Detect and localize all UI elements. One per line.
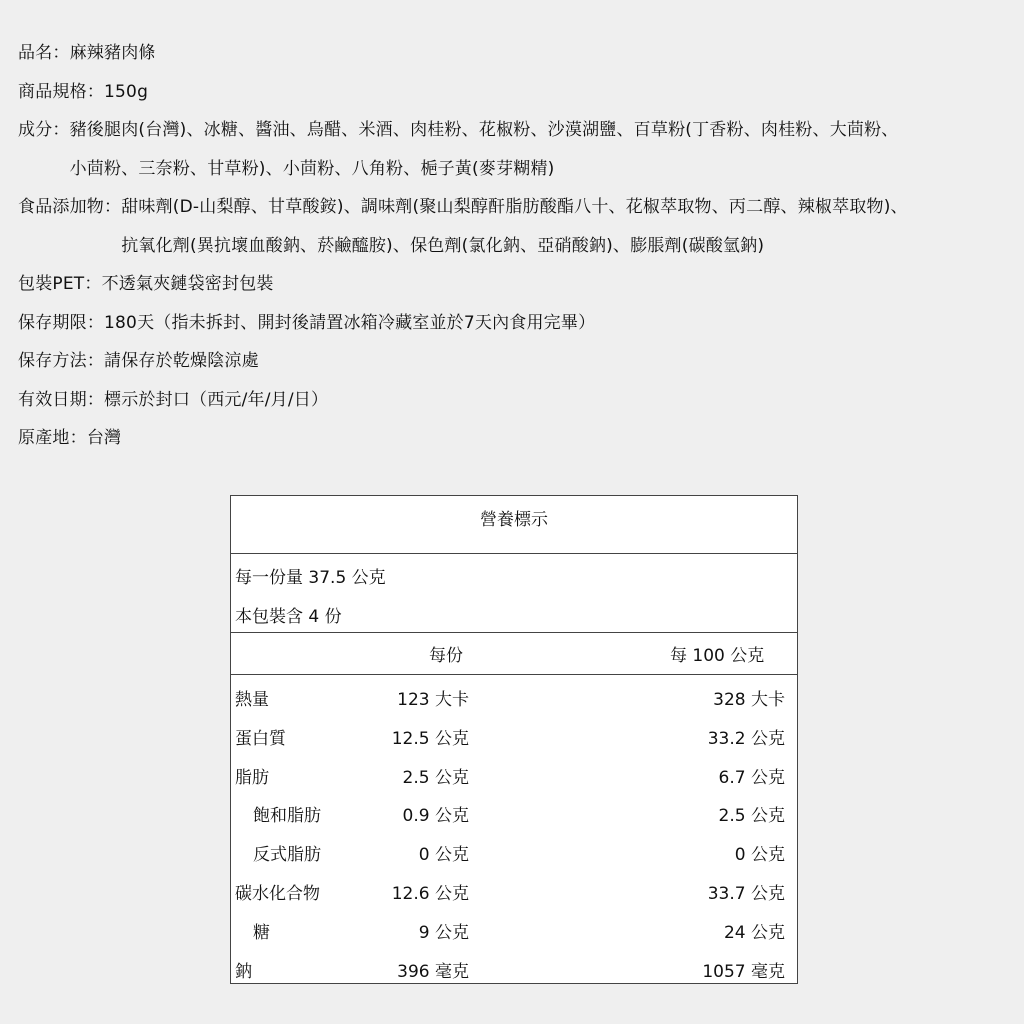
per-serving-value: 123 大卡 [397,690,469,710]
storage-row [18,342,1018,381]
nutrition-row-sodium [231,949,797,988]
nutrient-name: 脂肪 [235,767,269,788]
per-100g-value: 6.7 公克 [718,767,785,788]
per-serving-value: 0 公克 [418,845,469,866]
additives-line-2: 抗氧化劑(異抗壞血酸鈉、菸鹼醯胺)、保色劑(氯化鈉、亞硝酸鈉)、膨脹劑(碳酸氫鈉) [121,235,765,256]
nutrition-row-calories [231,677,797,716]
nutrition-row-carbohydrate [231,871,797,910]
per-serving-value: 396 毫克 [397,961,469,982]
shelf-life-row [18,304,1018,343]
nutrition-row-saturated-fat [231,793,797,832]
per-serving-value: 12.6 公克 [391,883,469,904]
product-name-label: 品名 [18,43,53,63]
per-100g-value: 328 大卡 [713,690,785,710]
nutrient-name: 蛋白質 [235,728,286,749]
nutrition-facts-panel [230,495,798,984]
per-serving-header: 每份 [429,646,463,666]
per-100g-header: 每 100 公克 [670,646,765,666]
serving-size: 每一份量 37.5 公克 [235,568,386,588]
nutrition-title: 營養標示 [231,496,797,554]
nutrient-name: 飽和脂肪 [253,806,321,827]
colon: ： [69,428,87,448]
colon: ： [52,43,70,63]
per-100g-value: 2.5 公克 [718,806,785,827]
colon: ： [86,312,105,333]
packaging-label: 包裝PET [18,274,85,294]
servings-per-pack: 本包裝含 4 份 [235,606,342,627]
additives-value [121,188,908,265]
product-name-row [18,34,1018,73]
colon: ： [52,120,70,140]
per-serving-value: 9 公克 [418,922,469,943]
per-100g-value: 1057 毫克 [702,961,785,982]
colon: ： [86,81,105,102]
origin-value: 台灣 [86,428,122,448]
serving-info [231,554,797,633]
storage-label: 保存方法 [18,351,87,371]
ingredients-line-1: 豬後腿肉(台灣)、冰糖、醬油、烏醋、米酒、肉桂粉、花椒粉、沙漠湖鹽、百草粉(丁香粉、肉桂粉、大茴粉、 [69,120,899,140]
nutrition-rows [231,675,797,987]
product-spec-label: 商品規格 [18,81,87,102]
nutrient-name: 反式脂肪 [253,845,321,866]
per-serving-value: 2.5 公克 [402,767,469,788]
per-100g-value: 33.2 公克 [707,728,785,749]
additives-label: 食品添加物 [18,197,104,217]
colon: ： [86,351,105,371]
ingredients-label: 成分 [18,120,53,140]
nutrient-name: 碳水化合物 [235,883,320,904]
origin-row [18,419,1018,458]
nutrition-row-sugar [231,910,797,949]
per-100g-value: 33.7 公克 [707,883,785,904]
ingredients-value [70,111,899,188]
nutrition-column-headers [231,633,797,675]
nutrient-name: 熱量 [235,690,269,710]
colon: ： [104,197,122,217]
per-serving-value: 12.5 公克 [391,728,469,749]
nutrition-row-fat [231,755,797,794]
additives-line-1: 甜味劑(D-山梨醇、甘草酸銨)、調味劑(聚山梨醇酐脂肪酸酯八十、花椒萃取物、丙二醇、辣椒萃取物)、 [121,197,908,217]
expiry-row [18,381,1018,420]
packaging-row [18,265,1018,304]
product-info [18,34,1018,458]
storage-value: 請保存於乾燥陰涼處 [104,351,259,371]
nutrient-name: 鈉 [235,961,252,982]
product-name-value: 麻辣豬肉條 [69,43,156,63]
ingredients-line-2: 小茴粉、三奈粉、甘草粉)、小茴粉、八角粉、梔子黃(麥芽糊精) [69,158,555,179]
origin-label: 原產地 [18,428,70,448]
packaging-value: 不透氣夾鏈袋密封包裝 [101,274,274,294]
nutrition-row-protein [231,716,797,755]
per-serving-value: 0.9 公克 [402,806,469,827]
colon: ： [84,274,102,294]
expiry-value: 標示於封口（西元/年/月/日） [104,389,329,410]
per-100g-value: 0 公克 [734,845,785,866]
per-100g-value: 24 公克 [723,922,785,943]
ingredients-row [18,111,1018,188]
product-spec-row [18,73,1018,112]
shelf-life-value: 180天（指未拆封、開封後請置冰箱冷藏室並於7天內食用完畢） [104,312,596,333]
nutrition-row-trans-fat [231,832,797,871]
nutrient-name: 糖 [253,922,270,943]
additives-row [18,188,1018,265]
product-spec-value: 150g [104,81,149,102]
shelf-life-label: 保存期限 [18,312,87,333]
colon: ： [86,389,105,410]
expiry-label: 有效日期 [18,389,87,410]
